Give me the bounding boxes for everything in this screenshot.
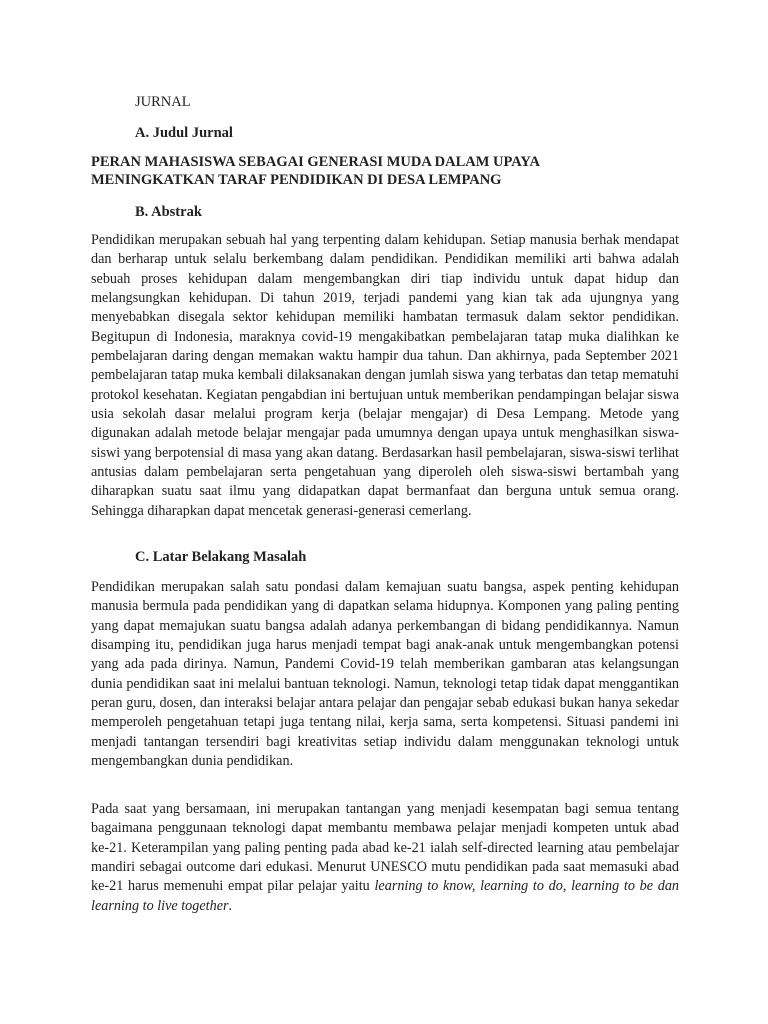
background-paragraph-2-end: . (228, 897, 233, 914)
background-paragraph-2 (91, 800, 679, 916)
four-pillars-italic: learning to know, learning to do, learning to be dan learning to live together (91, 878, 680, 914)
journal-title-line-2: MENINGKATKAN TARAF PENDIDIKAN DI DESA LEMPANG (91, 172, 502, 188)
background-paragraph-2-text: Pada saat yang bersamaan, ini merupakan tantangan yang menjadi kesempatan bagi semua tentang bagaimana penggunaan teknologi dapat membantu membawa pelajar menjadi kompeten untuk abad ke-21. Keterampilan yang paling penting pada abad ke-21 ialah self-directed learning atau pembelajar mandiri sebagai outcome dari edukasi. Menurut UNESCO mutu pendidikan pada saat memasuki abad ke-21 harus memenuhi empat pilar pelajar yaitu (91, 801, 679, 895)
section-heading-abstract: B. Abstrak (135, 204, 202, 220)
journal-title (91, 153, 691, 189)
journal-title-line-1: PERAN MAHASISWA SEBAGAI GENERASI MUDA DALAM UPAYA (91, 154, 541, 170)
section-heading-title: A. Judul Jurnal (135, 125, 233, 141)
document-type-label: JURNAL (135, 94, 191, 110)
section-heading-background: C. Latar Belakang Masalah (135, 549, 307, 565)
background-paragraph-1: Pendidikan merupakan salah satu pondasi dalam kemajuan suatu bangsa, aspek penting kehidupan manusia bermula pada pendidikan yang di dapatkan selama hidupnya. Komponen yang paling penting yang dapat memajukan suatu bangsa adalah adanya perkembangan di bidang pendidikannya. Namun disamping itu, pendidikan juga harus menjadi tempat bagi anak-anak untuk mengembangkan potensi yang ada pada dirinya. Namun, Pandemi Covid-19 telah memberikan gambaran atas kelangsungan dunia pendidikan saat ini melalui bantuan teknologi. Namun, teknologi tetap tidak dapat menggantikan peran guru, dosen, dan interaksi belajar antara pelajar dan pengajar sebab edukasi bukan hanya sekedar memperoleh pengetahuan tetapi juga tentang nilai, kerja sama, serta kompetensi. Situasi pandemi ini menjadi tantangan tersendiri bagi kreativitas setiap individu dalam menggunakan teknologi untuk mengembangkan dunia pendidikan. (91, 579, 679, 770)
abstract-paragraph: Pendidikan merupakan sebuah hal yang terpenting dalam kehidupan. Setiap manusia berhak mendapat dan berharap untuk selalu berkembang dalam pendidikan. Pendidikan memiliki arti bahwa adalah sebuah proses kehidupan dalam mengembangkan diri tiap individu untuk dapat hidup dan melangsungkan kehidupan. Di tahun 2019, terjadi pandemi yang kian tak ada ujungnya yang menyebabkan disegala sektor kehidupan memiliki hambatan termasuk dalam sektor pendidikan. Begitupun di Indonesia, maraknya covid-19 mengakibatkan pembelajaran tatap muka dialihkan ke pembelajaran daring dengan memakan waktu hampir dua tahun. Dan akhirnya, pada September 2021 pembelajaran tatap muka kembali dilaksanakan dengan jumlah siswa yang terbatas dan tetap mematuhi protokol kesehatan. Kegiatan pengabdian ini bertujuan untuk memberikan pendampingan belajar siswa usia sekolah dasar melalui program kerja (belajar mengajar) di Desa Lempang. Metode yang digunakan adalah metode belajar mengajar pada umumnya dengan upaya untuk menghasilkan siswa- siswi yang berpotensial di masa yang akan datang. Berdasarkan hasil pembelajaran, siswa-siswi terlihat antusias dalam pembelajaran serta pengetahuan yang diperoleh oleh siswa-siswi bertambah yang diharapkan suatu saat ilmu yang didapatkan dapat bermanfaat dan berguna untuk semua orang. Sehingga diharapkan dapat mencetak generasi-generasi cemerlang. (91, 232, 679, 519)
